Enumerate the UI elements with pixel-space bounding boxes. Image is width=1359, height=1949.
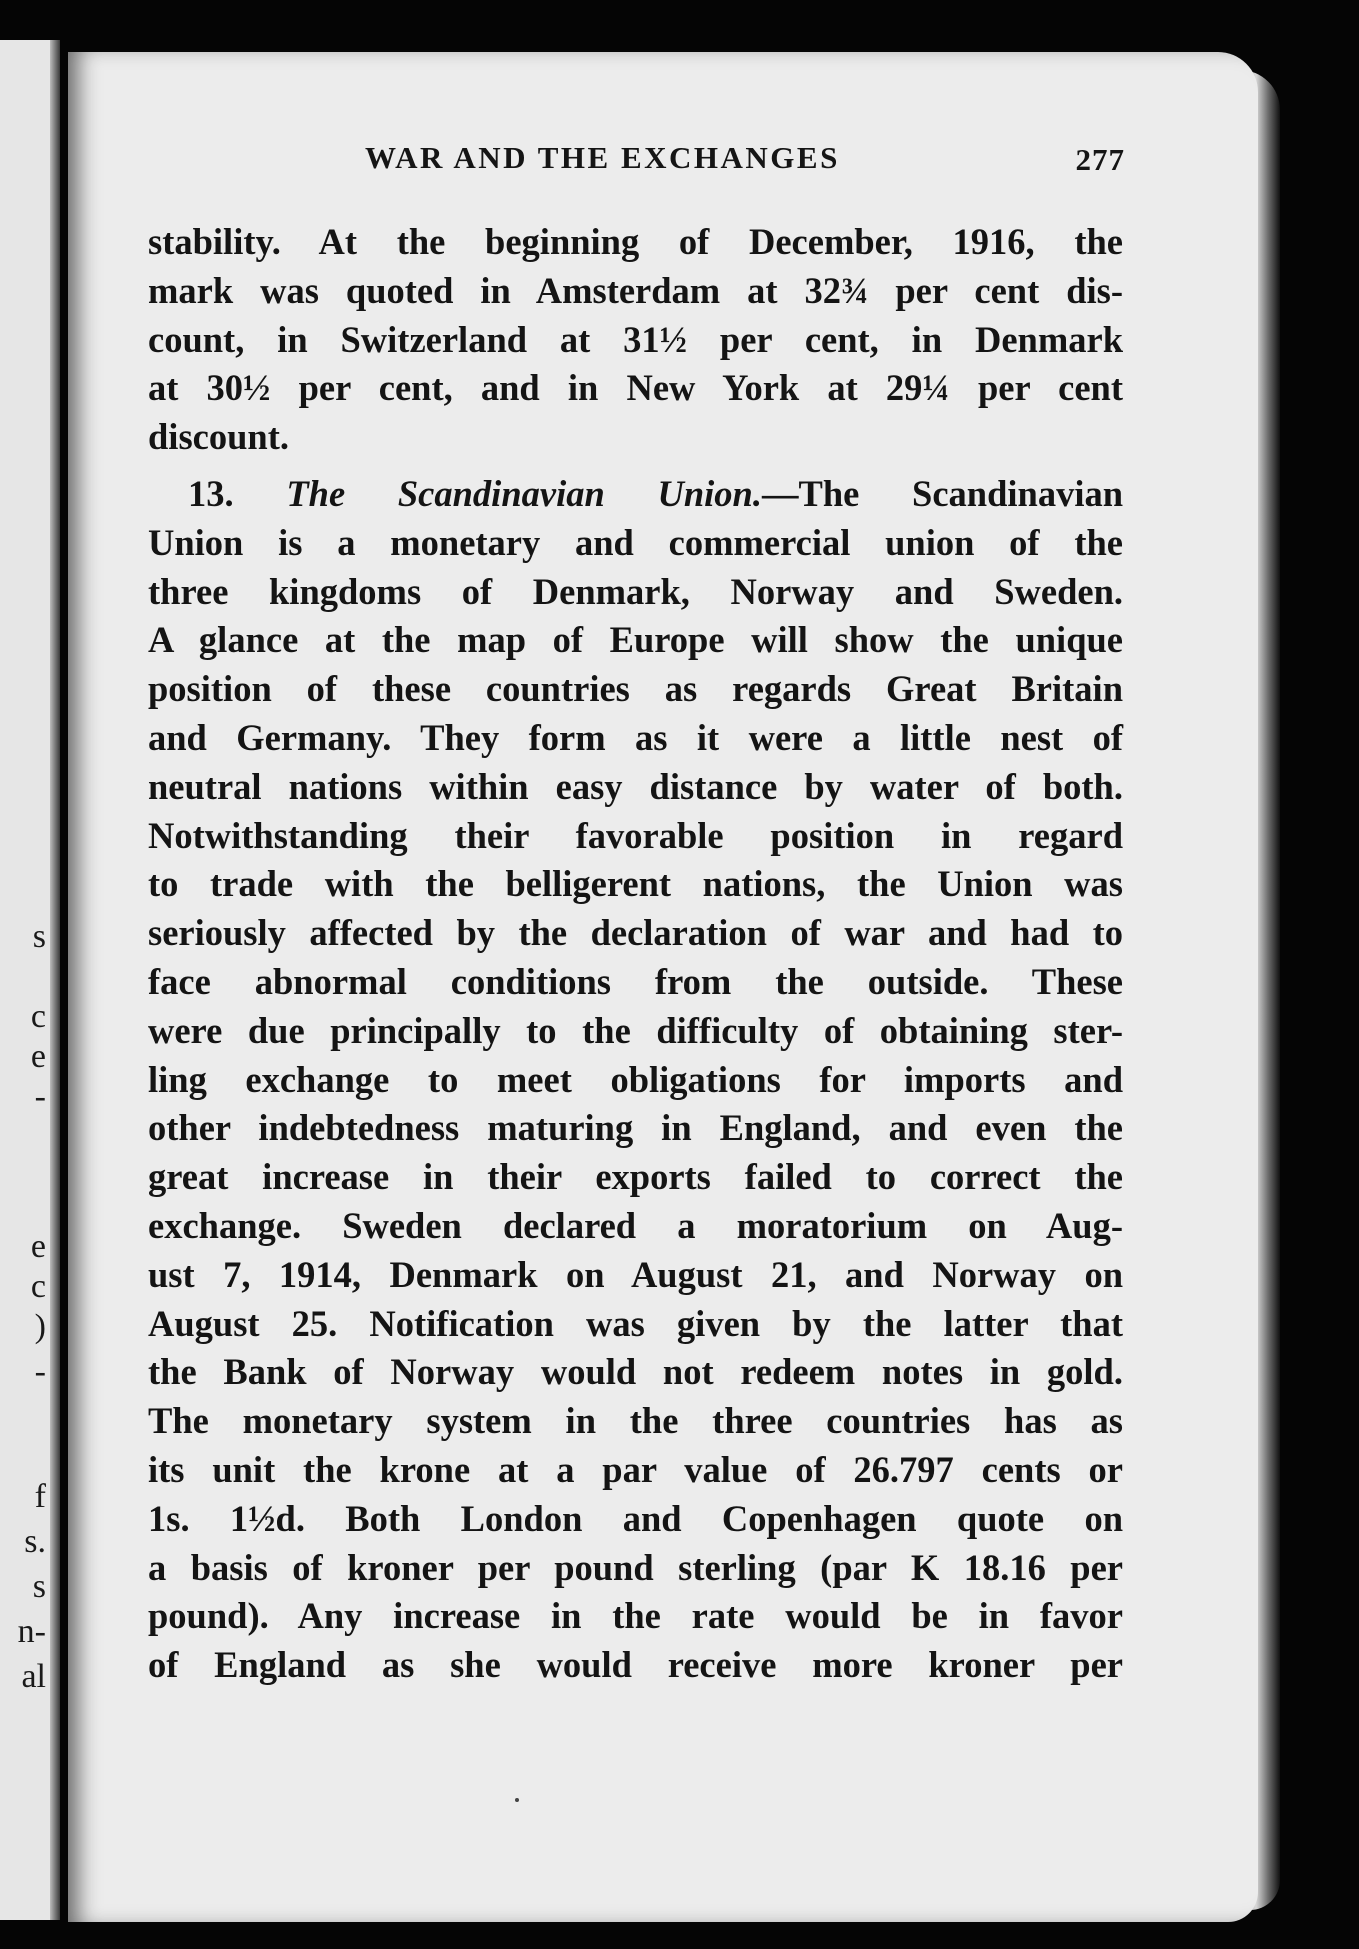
text-line: pound). Any increase in the rate would be in favor [148, 1595, 1123, 1637]
text-line: seriously affected by the declaration of war and had to [148, 912, 1123, 954]
text-line: and Germany. They form as it were a little nest of [148, 716, 1123, 758]
facing-page-fragment: - [34, 1353, 46, 1390]
page-body [148, 218, 1123, 1690]
text-line: position of these countries as regards Great Britain [148, 668, 1123, 710]
text-line: stability. At the beginning of December, 1916, the [148, 221, 1123, 262]
paragraph-1 [148, 218, 1123, 462]
facing-page-fragment: f [34, 1478, 46, 1515]
text-line: the Bank of Norway would not redeem notes in gold. [148, 1351, 1123, 1393]
text-line: a basis of kroner per pound sterling (par K 18.16 per [148, 1546, 1123, 1588]
text-line: at 30½ per cent, and in New York at 29¼ per cent [148, 367, 1123, 409]
facing-page-fragment: s [32, 1568, 46, 1605]
running-head [365, 140, 1125, 180]
text-line: ust 7, 1914, Denmark on August 21, and Norway on [148, 1253, 1123, 1295]
text-line: neutral nations within easy distance by water of both. [148, 765, 1123, 807]
book-gutter-shadow [50, 40, 60, 1920]
page-number: 277 [1075, 142, 1125, 177]
text-line: The monetary system in the three countries has as [148, 1400, 1123, 1442]
text-line: face abnormal conditions from the outside. These [148, 960, 1123, 1002]
running-head-title: WAR AND THE EXCHANGES [365, 140, 840, 175]
text-line: mark was quoted in Amsterdam at 32¾ per cent dis- [148, 269, 1123, 311]
text-line: of England as she would receive more kroner per [148, 1644, 1123, 1686]
text-line: three kingdoms of Denmark, Norway and Sweden. [148, 570, 1123, 612]
text-line: its unit the krone at a par value of 26.797 cents or [148, 1448, 1123, 1490]
text-line: great increase in their exports failed to correct the [148, 1156, 1123, 1198]
text-line: to trade with the belligerent nations, the Union was [148, 863, 1123, 905]
text-line: discount. [148, 416, 289, 458]
section-heading-rest: —The Scandinavian [761, 472, 1124, 514]
text-line: ling exchange to meet obligations for imports and [148, 1058, 1123, 1100]
section-heading-line [148, 470, 1123, 519]
facing-page-fragment: al [21, 1658, 46, 1695]
facing-page-fragment: e [30, 1038, 46, 1075]
text-line: Union is a monetary and commercial union of the [148, 521, 1123, 563]
text-line: August 25. Notification was given by the latter that [148, 1302, 1123, 1344]
text-line: Notwithstanding their favorable position in regard [148, 814, 1123, 856]
section-title: The Scandinavian Union. [286, 472, 762, 514]
text-line: count, in Switzerland at 31½ per cent, in Denmark [148, 318, 1123, 360]
facing-page-fragment: - [34, 1078, 46, 1115]
paragraph-2 [148, 470, 1123, 1690]
ink-speck [515, 1798, 519, 1802]
facing-page-fragment: s [32, 918, 46, 955]
facing-page-fragment: s. [24, 1523, 46, 1560]
text-line: A glance at the map of Europe will show the unique [148, 619, 1123, 661]
text-line: exchange. Sweden declared a moratorium on Aug- [148, 1204, 1123, 1246]
facing-page-fragment: n- [17, 1613, 46, 1650]
text-line: 1s. 1½d. Both London and Copenhagen quote on [148, 1497, 1123, 1539]
section-number: 13. [188, 472, 234, 514]
facing-page-fragment: e [30, 1228, 46, 1265]
text-line: were due principally to the difficulty of obtaining ster- [148, 1009, 1123, 1051]
facing-page-fragment: c [30, 1268, 46, 1305]
facing-page-fragment: ) [34, 1308, 46, 1345]
facing-page-fragment: c [30, 998, 46, 1035]
text-line: other indebtedness maturing in England, and even the [148, 1107, 1123, 1149]
facing-page-edge [0, 40, 60, 1920]
